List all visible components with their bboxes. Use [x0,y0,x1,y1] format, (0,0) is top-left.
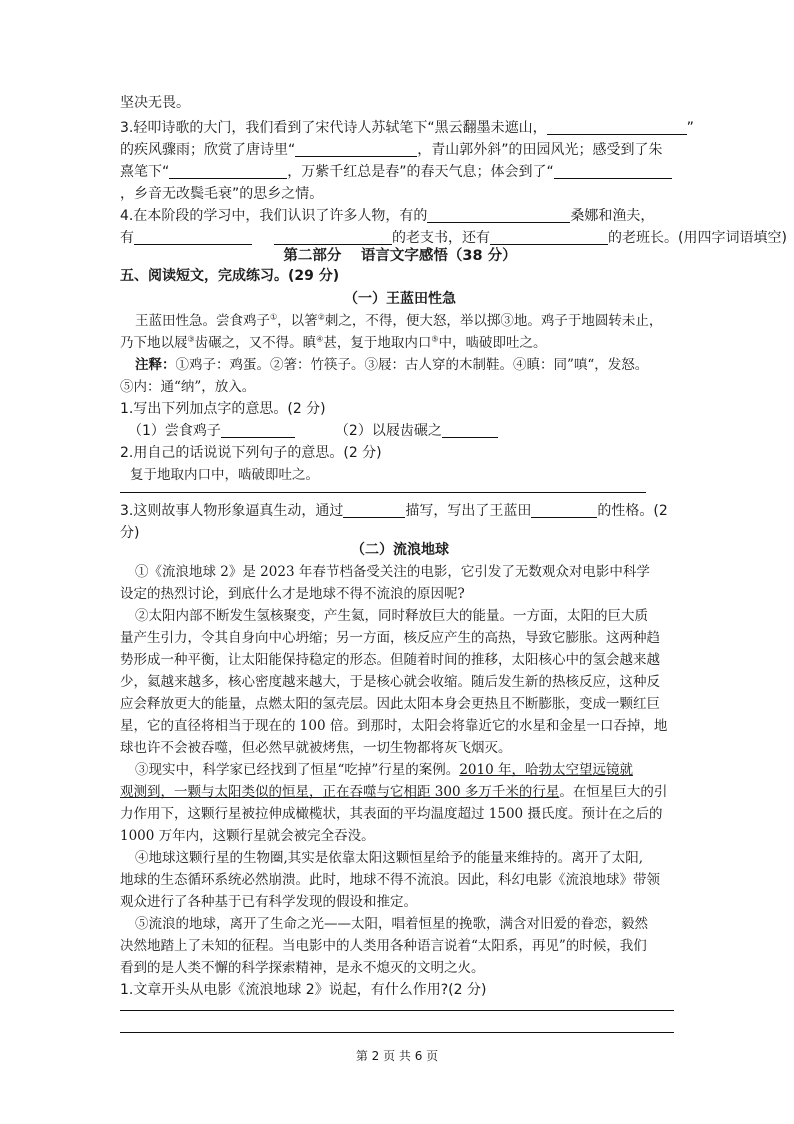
text: 描写，写出了王蓝田 [405,503,532,519]
fill-blank[interactable] [134,228,252,245]
text: 的性格。(2 [597,503,668,519]
text: 甚，复于地取内口 [323,335,432,351]
footnote-marker: ② [317,312,325,322]
para-2-line-6: 星，它的直径将相当于现在的 100 倍。到那时，太阳会将靠近它的水星和金星一口吞掉，地 [120,718,668,734]
text: 熹笔下“ [120,164,170,180]
text: 3.这则故事人物形象逼真生动，通过 [120,503,344,519]
underlined-text: 2010 年，哈勃太空望远镜就 [459,762,633,778]
page-number: 第 2 页 共 6 页 [355,1049,439,1063]
text: 3.轻叩诗歌的大门，我们看到了宋代诗人苏轼笔下“黑云翻墨未遮山， [120,120,547,136]
para-4-line-1: ④地球这颗行星的生物圈,其实是依靠太阳这颗恒星给予的能量来维持的。离开了太阳, [135,850,644,866]
footnote-marker: ④ [316,334,324,344]
text: 齿碾之，又不得。瞋 [194,335,317,351]
footnote-marker: ⑤ [431,334,439,344]
notes-label: 注释： [135,357,176,373]
text: （2）以屐齿碾之 [334,423,442,439]
text: ，青山郭外斜”的田园风光；感受到了朱 [417,142,663,158]
fill-blank[interactable] [343,501,405,518]
notes-line-1 [135,354,680,376]
fill-blank[interactable] [490,228,608,245]
para-2-line-7: 球也许不会被吞噬，但必然早就被烤焦，一切生物都将灰飞烟灭。 [120,740,512,756]
footnote-marker: ① [270,312,278,322]
text: （1）尝食鸡子 [128,423,221,439]
para-3-line-4: 1000 万年内，这颗行星就会被完全吞没。 [120,828,375,844]
answer-line[interactable] [120,492,646,493]
passage-1-line-2 [120,332,680,354]
para-3-line-3: 力作用下，这颗行星被拉伸成橄榄状，其表面的平均温度超过 1500 摄氏度。预计在之后的 [120,806,663,822]
text: 4.在本阶段的学习中，我们认识了许多人物，有的 [120,208,428,224]
fill-blank[interactable] [531,501,597,518]
fill-blank[interactable] [169,162,287,179]
p1-question-3-cont: 分) [120,525,140,541]
text: 中，啮破即吐之。 [438,335,547,351]
para-4-line-2: 地球的生态循环系统必然崩溃。此时，地球不得不流浪。因此，科幻电影《流浪地球》带领 [120,872,660,888]
fill-blank[interactable] [547,118,687,135]
para-2-line-3: 势形成一种平衡，让太阳能保持稳定的形态。但随着时间的推移，太阳核心中的氢会越来越 [120,652,660,668]
text-line: 坚决无畏。 [120,95,190,111]
text: 的老班长。(用四字词语填空) [608,230,787,246]
passage-1-line-1 [135,310,680,332]
text: ” [686,120,694,136]
para-5-line-3: 看到的是人类不懈的科学探索精神，是永不熄灭的文明之火。 [120,960,485,976]
text: ①鸡子：鸡蛋。②箸：竹筷子。③屐：古人穿的木制鞋。④瞋：同”嗔“，发怒。 [175,357,649,373]
text: 桑娜和渔夫， [570,208,655,224]
text: 。在恒星巨大的引 [559,784,668,800]
question-3-line-2 [120,139,680,161]
notes-line-2: ⑤内：通“纳”，放入。 [120,379,256,395]
fill-blank[interactable] [427,206,570,223]
p1-question-2: 2.用自己的话说说下列句子的意思。(2 分) [120,445,382,461]
text: 的老支书，还有 [392,230,490,246]
fill-blank[interactable] [295,140,417,157]
para-3-line-2 [120,781,680,803]
text: 王蓝田性急。尝食鸡子 [135,313,270,329]
para-1-line-2: 设定的热烈讨论，到底什么才是地球不得不流浪的原因呢? [120,586,465,602]
p1-question-2-sentence: 复于地取内口中，啮破即吐之。 [130,467,319,483]
para-2-line-5: 应会释放更大的能量，点燃太阳的氢壳层。因此太阳本身会更热且不断膨胀，变成一颗红巨 [120,696,660,712]
footnote-marker: ③ [187,334,195,344]
text: 有 [120,230,134,246]
para-3-line-1 [135,759,680,781]
text: ，万紫千红总是春”的春天气息；体会到了“ [287,164,554,180]
p2-question-1: 1.文章开头从电影《流浪地球 2》说起，有什么作用?(2 分) [120,982,487,998]
passage-2-title: （二）流浪地球 [351,542,449,558]
fill-blank[interactable] [221,421,295,438]
fill-blank[interactable] [554,162,672,179]
p1-question-1-items [128,420,688,442]
p1-question-3 [120,500,680,522]
fill-blank[interactable] [274,228,392,245]
text: ，以箸 [277,313,318,329]
para-2-line-2: 量产生引力，令其自身向中心坍缩；另一方面，核反应产生的高热，导致它膨胀。这两种趋 [120,630,660,646]
para-2-line-4: 少，氦越来越多，核心密度越来越大，于是核心就会收缩。随后发生新的热核反应，这种反 [120,674,660,690]
question-3-line-3 [120,161,680,183]
text: ③现实中，科学家已经找到了恒星“吃掉”行星的案例。 [135,762,460,778]
para-2-line-1: ②太阳内部不断发生氢核聚变，产生氦，同时释放巨大的能量。一方面，太阳的巨大质 [135,608,648,624]
question-3-line-1 [120,117,694,139]
answer-line[interactable] [120,1010,674,1011]
question-4-line-1 [120,205,680,227]
text: 的疾风骤雨；欣赏了唐诗里“ [120,142,296,158]
fill-blank[interactable] [442,421,498,438]
question-3-line-4: ，乡音无改鬓毛衰”的思乡之情。 [120,186,324,202]
passage-1-title: （一）王蓝田性急 [344,291,456,307]
para-1-line-1: ①《流浪地球 2》是 2023 年春节档备受关注的电影，它引发了无数观众对电影中科学 [135,564,650,580]
para-5-line-1: ⑤流浪的地球，离开了生命之光——太阳，唱着恒星的挽歌，满含对旧爱的眷恋，毅然 [135,916,648,932]
para-5-line-2: 决然地踏上了未知的征程。当电影中的人类用各种语言说着“太阳系，再见”的时候，我们 [120,938,647,954]
answer-line[interactable] [120,1032,674,1033]
part-2-title: 第二部分 语言文字感悟（38 分） [283,248,517,264]
underlined-text: 观测到，一颗与太阳类似的恒星，正在吞噬与它相距 300 多万千米的行星 [120,784,560,800]
p1-question-1: 1.写出下列加点字的意思。(2 分) [120,401,326,417]
para-4-line-3: 观众进行了各种基于已有科学发现的假设和推定。 [120,894,417,910]
text: 刺之，不得，便大怒，举以掷③地。鸡子于地圆转未止， [324,313,663,329]
text: 乃下地以屐 [120,335,188,351]
section-5-title: 五、阅读短文，完成练习。(29 分) [120,268,340,284]
